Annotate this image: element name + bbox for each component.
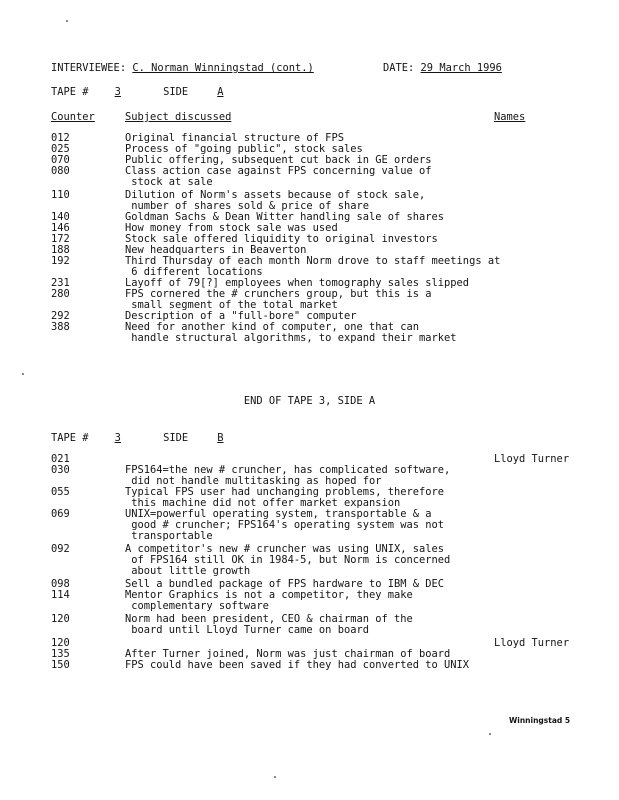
log-entry bbox=[51, 614, 581, 636]
entry-counter: 025 bbox=[51, 143, 70, 155]
entry-counter: 012 bbox=[51, 132, 70, 144]
tape-label: TAPE # bbox=[51, 86, 89, 98]
entry-counter: 135 bbox=[51, 648, 70, 660]
entry-counter: 150 bbox=[51, 659, 70, 671]
entry-counter: 021 bbox=[51, 453, 70, 465]
entry-subject: Process of "going public", stock sales bbox=[125, 143, 363, 155]
entry-counter: 110 bbox=[51, 189, 70, 201]
tape-number: 3 bbox=[114, 86, 121, 98]
column-counter-heading: Counter bbox=[51, 111, 95, 123]
side-label: SIDE bbox=[163, 86, 189, 98]
interviewee-name: C. Norman Winningstad (cont.) bbox=[132, 62, 314, 74]
date-label: DATE: bbox=[383, 62, 415, 74]
tape-label: TAPE # bbox=[51, 432, 89, 444]
log-entry bbox=[51, 660, 581, 671]
entry-subject: A competitor's new # cruncher was using UNIX, sales of FPS164 still OK in 1984-5, but Norm is concerned about little growth bbox=[125, 543, 451, 577]
tape-a-entries bbox=[51, 133, 581, 344]
entry-counter: 120 bbox=[51, 613, 70, 625]
entry-subject: Stock sale offered liquidity to original investors bbox=[125, 233, 438, 245]
entry-name: Lloyd Turner bbox=[494, 637, 570, 649]
entry-subject: FPS164=the new # cruncher, has complicated software, did not handle multitasking as hoped for bbox=[125, 464, 451, 487]
column-subject-heading: Subject discussed bbox=[125, 111, 232, 123]
log-entry bbox=[51, 544, 581, 577]
page-footer: Winningstad 5 bbox=[509, 716, 571, 725]
entry-counter: 172 bbox=[51, 233, 70, 245]
entry-counter: 098 bbox=[51, 578, 70, 590]
entry-counter: 080 bbox=[51, 165, 70, 177]
entry-counter: 114 bbox=[51, 589, 70, 601]
entry-subject: FPS cornered the # crunchers group, but this is a small segment of the total market bbox=[125, 288, 432, 311]
entry-counter: 292 bbox=[51, 310, 70, 322]
log-entry bbox=[51, 487, 581, 509]
log-entry bbox=[51, 166, 581, 188]
entry-subject: UNIX=powerful operating system, transportable & a good # cruncher; FPS164's operating system was not transportable bbox=[125, 508, 445, 542]
side-value: A bbox=[217, 86, 224, 98]
tape-b-line bbox=[51, 432, 240, 444]
log-entry bbox=[51, 289, 581, 311]
entry-counter: 231 bbox=[51, 277, 70, 289]
entry-counter: 188 bbox=[51, 244, 70, 256]
entry-counter: 192 bbox=[51, 255, 70, 267]
scan-speck bbox=[66, 20, 68, 22]
side-label: SIDE bbox=[163, 432, 189, 444]
end-of-side-a: END OF TAPE 3, SIDE A bbox=[243, 395, 376, 407]
tape-number: 3 bbox=[114, 432, 121, 444]
entry-subject: After Turner joined, Norm was just chairman of board bbox=[125, 648, 451, 660]
date-value: 29 March 1996 bbox=[420, 62, 502, 74]
entry-subject: FPS could have been saved if they had converted to UNIX bbox=[125, 659, 470, 671]
entry-subject: New headquarters in Beaverton bbox=[125, 244, 307, 256]
interviewee-line bbox=[51, 62, 314, 74]
entry-subject: Goldman Sachs & Dean Witter handling sale of shares bbox=[125, 211, 445, 223]
entry-subject: How money from stock sale was used bbox=[125, 222, 338, 234]
entry-counter: 030 bbox=[51, 464, 70, 476]
entry-counter: 055 bbox=[51, 486, 70, 498]
entry-subject: Sell a bundled package of FPS hardware to IBM & DEC bbox=[125, 578, 445, 590]
entry-counter: 388 bbox=[51, 321, 70, 333]
entry-subject: Typical FPS user had unchanging problems, therefore this machine did not offer market expansion bbox=[125, 486, 445, 509]
entry-subject: Description of a "full-bore" computer bbox=[125, 310, 357, 322]
entry-counter: 120 bbox=[51, 637, 70, 649]
entry-subject: Need for another kind of computer, one that can handle structural algorithms, to expand their market bbox=[125, 321, 457, 344]
log-entry bbox=[51, 509, 581, 542]
entry-counter: 280 bbox=[51, 288, 70, 300]
log-entry bbox=[51, 190, 581, 212]
scan-speck bbox=[489, 733, 491, 735]
log-entry bbox=[51, 322, 581, 344]
log-entry bbox=[51, 590, 581, 612]
entry-subject: Dilution of Norm's assets because of stock sale, number of shares sold & price of share bbox=[125, 189, 426, 212]
log-entry bbox=[51, 256, 581, 278]
entry-name: Lloyd Turner bbox=[494, 453, 570, 465]
entry-counter: 092 bbox=[51, 543, 70, 555]
entry-counter: 146 bbox=[51, 222, 70, 234]
side-value: B bbox=[217, 432, 224, 444]
scan-speck bbox=[22, 373, 24, 375]
entry-subject: Layoff of 79[?] employees when tomography sales slipped bbox=[125, 277, 470, 289]
entry-counter: 069 bbox=[51, 508, 70, 520]
tape-a-line bbox=[51, 86, 240, 98]
tape-b-entries bbox=[51, 454, 581, 671]
date-line bbox=[383, 62, 502, 74]
interviewee-label: INTERVIEWEE: bbox=[51, 62, 127, 74]
entry-subject: Public offering, subsequent cut back in GE orders bbox=[125, 154, 432, 166]
entry-subject: Class action case against FPS concerning value of stock at sale bbox=[125, 165, 432, 188]
log-entry bbox=[51, 465, 581, 487]
entry-subject: Third Thursday of each month Norm drove to staff meetings at 6 different locations bbox=[125, 255, 501, 278]
entry-counter: 140 bbox=[51, 211, 70, 223]
entry-subject: Mentor Graphics is not a competitor, they make complementary software bbox=[125, 589, 413, 612]
column-names-heading: Names bbox=[494, 111, 526, 123]
entry-subject: Original financial structure of FPS bbox=[125, 132, 344, 144]
entry-counter: 070 bbox=[51, 154, 70, 166]
scan-speck bbox=[274, 776, 276, 778]
entry-subject: Norm had been president, CEO & chairman of the board until Lloyd Turner came on board bbox=[125, 613, 413, 636]
